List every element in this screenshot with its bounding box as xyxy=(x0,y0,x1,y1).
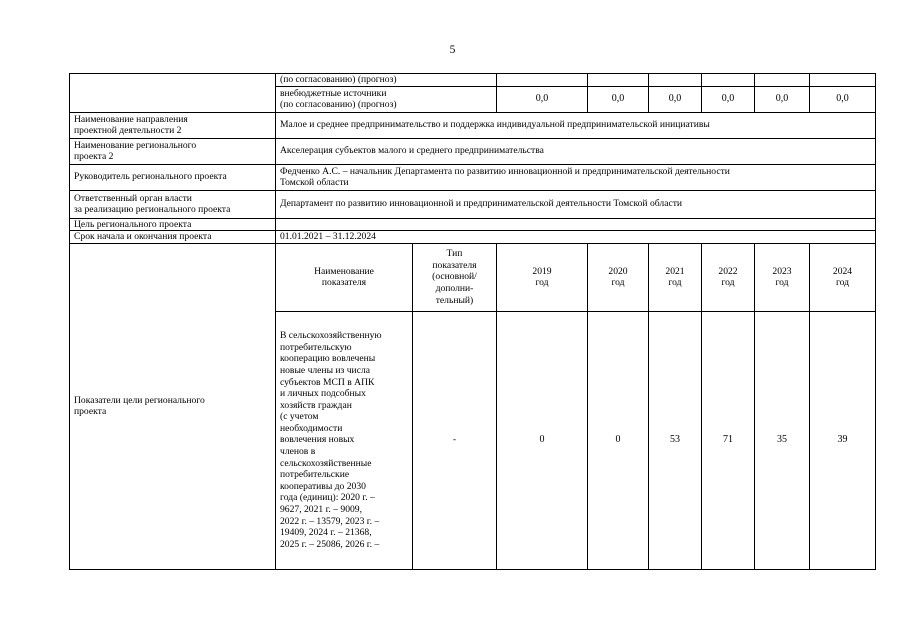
year-header-2023: 2023 год xyxy=(755,243,810,311)
year-header-2021: 2021 год xyxy=(649,243,702,311)
indicator-name: В сельскохозяйственную потребительскую кооперацию вовлечены новые члены из числа субъектов МСП в АПК и личных подсобных хозяйств граждан (с учетом необходимости вовлечения новых членов в сельскохозяйственные потребительские кооперативы до 2030 года (единиц): 2020 г. – 9627, 2021 г. – 9009, 2022 г. – 13579, 2023 г. – 19409, 2024 г. – 21368, 2025 г. – 25086, 2026 г. – xyxy=(276,311,413,569)
head-row xyxy=(70,164,876,190)
indicator-name-header: Наименование показателя xyxy=(276,243,413,311)
indicator-type: - xyxy=(413,311,497,569)
goal-label: Цель регионального проекта xyxy=(70,218,276,231)
authority-label: Ответственный орган власти за реализацию регионального проекта xyxy=(70,190,276,218)
authority-value: Департамент по развитию инновационной и предпринимательской деятельности Томской области xyxy=(276,190,876,218)
indicator-value-2020: 0 xyxy=(588,311,649,569)
indicator-value-2021: 53 xyxy=(649,311,702,569)
empty-label-cell xyxy=(70,74,276,113)
forecast-value-2024: 0,0 xyxy=(810,86,876,112)
head-value: Федченко А.С. – начальник Департамента по развитию инновационной и предпринимательской деятельности Томской области xyxy=(276,164,876,190)
regional-project-row xyxy=(70,138,876,164)
project-passport-table xyxy=(69,73,876,570)
goal-row xyxy=(70,218,876,231)
indicator-value-2024: 39 xyxy=(810,311,876,569)
term-value: 01.01.2021 – 31.12.2024 xyxy=(276,231,876,244)
forecast-value-2020: 0,0 xyxy=(588,86,649,112)
head-label: Руководитель регионального проекта xyxy=(70,164,276,190)
forecast-row-1 xyxy=(70,74,876,87)
indicator-value-2022: 71 xyxy=(702,311,755,569)
indicator-value-2023: 35 xyxy=(755,311,810,569)
year-header-2020: 2020 год xyxy=(588,243,649,311)
term-label: Срок начала и окончания проекта xyxy=(70,231,276,244)
direction-value: Малое и среднее предпринимательство и поддержка индивидуальной предпринимательской инициативы xyxy=(276,112,876,138)
forecast-value-2022: 0,0 xyxy=(702,86,755,112)
forecast-value-2021: 0,0 xyxy=(649,86,702,112)
forecast-value-2019: 0,0 xyxy=(497,86,588,112)
direction-label: Наименование направления проектной деятельности 2 xyxy=(70,112,276,138)
goal-value xyxy=(276,218,876,231)
forecast-label-1: (по согласованию) (прогноз) xyxy=(276,74,497,87)
indicator-type-header: Тип показателя (основной/ дополни- тельный) xyxy=(413,243,497,311)
forecast-label-2: внебюджетные источники (по согласованию) (прогноз) xyxy=(276,86,497,112)
year-header-2024: 2024 год xyxy=(810,243,876,311)
year-header-2019: 2019 год xyxy=(497,243,588,311)
term-row xyxy=(70,231,876,244)
direction-row xyxy=(70,112,876,138)
regional-project-value: Акселерация субъектов малого и среднего предпринимательства xyxy=(276,138,876,164)
year-header-2022: 2022 год xyxy=(702,243,755,311)
indicators-label: Показатели цели регионального проекта xyxy=(70,243,276,569)
indicator-value-2019: 0 xyxy=(497,311,588,569)
regional-project-label: Наименование регионального проекта 2 xyxy=(70,138,276,164)
indicators-header-row xyxy=(70,243,876,311)
page-number: 5 xyxy=(449,44,456,56)
forecast-value-2023: 0,0 xyxy=(755,86,810,112)
authority-row xyxy=(70,190,876,218)
